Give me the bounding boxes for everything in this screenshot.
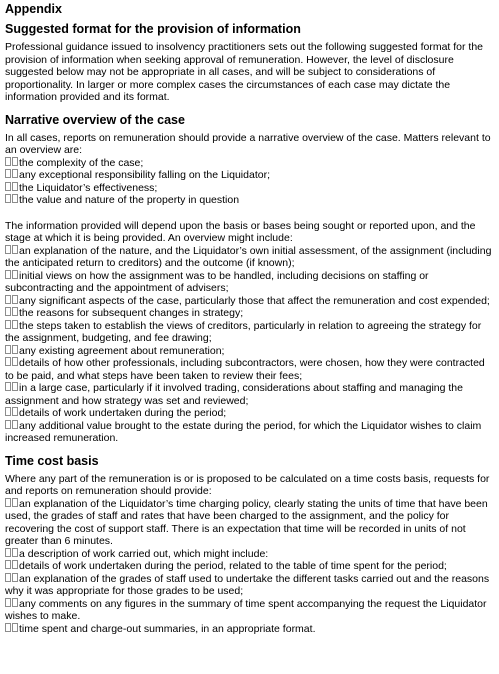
list-item: any significant aspects of the case, particularly those that affect the remuneration and cost expended; bbox=[5, 295, 493, 308]
list-item: any additional value brought to the estate during the period, for which the Liquidator wishes to claim increased remuneration. bbox=[5, 419, 482, 444]
bullet-box-icon bbox=[5, 420, 11, 429]
list-item: any existing agreement about remuneration; bbox=[5, 345, 493, 358]
bullet-box-icon bbox=[12, 194, 18, 203]
bullet-box-icon bbox=[12, 295, 18, 304]
bullet-box-icon bbox=[12, 169, 18, 178]
bullet-box-icon bbox=[12, 270, 18, 279]
list-item: initial views on how the assignment was to be handled, including decisions on staffing or subcontracting and the appointment of advisers; bbox=[5, 269, 429, 294]
bullet-list-overview-matters bbox=[5, 157, 493, 207]
list-item: the value and nature of the property in question bbox=[5, 194, 493, 207]
bullet-box-icon bbox=[5, 382, 11, 391]
bullet-box-icon bbox=[5, 623, 11, 632]
paragraph-overview-might-include: The information provided will depend upon the basis or bases being sought or reported upon, and the stage at which it is being provided. An overview might include: bbox=[5, 219, 476, 244]
list-item: details of work undertaken during the period; bbox=[5, 407, 493, 420]
list-item: the steps taken to establish the views of creditors, particularly in relation to agreeing the strategy for the assignment, budgeting, and fee drawing; bbox=[5, 319, 482, 344]
bullet-box-icon bbox=[12, 245, 18, 254]
list-item: in a large case, particularly if it involved trading, considerations about staffing and managing the assignment and how strategy was set and reviewed; bbox=[5, 382, 463, 407]
bullet-box-icon bbox=[5, 548, 11, 557]
bullet-box-icon bbox=[5, 357, 11, 366]
bullet-box-icon bbox=[12, 560, 18, 569]
bullet-box-icon bbox=[5, 295, 11, 304]
bullet-box-icon bbox=[5, 307, 11, 316]
document-page bbox=[5, 2, 493, 635]
bullet-box-icon bbox=[5, 345, 11, 354]
list-item: a description of work carried out, which might include: bbox=[5, 548, 493, 561]
list-item: an explanation of the Liquidator’s time charging policy, clearly stating the units of time that have been used, the grades of staff and rates that have been charged to the assignment, and the policy for recovering the cost of support staff. There is an expectation that time will be recorded in units of not greater than 6 minutes. bbox=[5, 497, 488, 547]
bullet-list-overview-contents bbox=[5, 245, 493, 445]
bullet-box-icon bbox=[5, 573, 11, 582]
list-item: the reasons for subsequent changes in strategy; bbox=[5, 307, 493, 320]
list-item: any comments on any figures in the summary of time spent accompanying the request the Liquidator wishes to make. bbox=[5, 597, 487, 622]
section-heading-suggested-format: Suggested format for the provision of information bbox=[5, 22, 301, 36]
paragraph-narrative-intro: In all cases, reports on remuneration should provide a narrative overview of the case. Matters relevant to an overview are: bbox=[5, 131, 491, 156]
bullet-box-icon bbox=[5, 169, 11, 178]
bullet-box-icon bbox=[12, 357, 18, 366]
bullet-box-icon bbox=[5, 157, 11, 166]
bullet-box-icon bbox=[12, 182, 18, 191]
bullet-box-icon bbox=[12, 498, 18, 507]
list-item: the Liquidator’s effectiveness; bbox=[5, 182, 493, 195]
bullet-box-icon bbox=[5, 270, 11, 279]
bullet-box-icon bbox=[12, 420, 18, 429]
list-item: an explanation of the grades of staff used to undertake the different tasks carried out and the reasons why it was appropriate for those grades to be used; bbox=[5, 572, 490, 597]
bullet-box-icon bbox=[5, 560, 11, 569]
list-item: the complexity of the case; bbox=[5, 157, 493, 170]
list-item: time spent and charge-out summaries, in an appropriate format. bbox=[5, 623, 493, 636]
list-item: any exceptional responsibility falling on the Liquidator; bbox=[5, 169, 493, 182]
list-item: an explanation of the nature, and the Liquidator’s own initial assessment, of the assignment (including the anticipated return to creditors) and the outcome (if known); bbox=[5, 244, 492, 269]
section-heading-time-cost-basis: Time cost basis bbox=[5, 453, 99, 468]
bullet-box-icon bbox=[12, 307, 18, 316]
appendix-title: Appendix bbox=[5, 2, 62, 16]
bullet-box-icon bbox=[12, 407, 18, 416]
bullet-box-icon bbox=[12, 345, 18, 354]
list-item: details of how other professionals, including subcontractors, were chosen, how they were contracted to be paid, and what steps have been taken to review their fees; bbox=[5, 357, 485, 382]
paragraph-professional-guidance: Professional guidance issued to insolvency practitioners sets out the following suggested format for the provision of information when seeking approval of remuneration. However, the level of disclosure suggested below may not be appropriate in all cases, and will be subject to considerations of proportionality. In larger or more complex cases the circumstances of each case may dictate the information provided and its format. bbox=[5, 41, 484, 103]
bullet-box-icon bbox=[5, 320, 11, 329]
bullet-box-icon bbox=[12, 382, 18, 391]
bullet-box-icon bbox=[5, 407, 11, 416]
paragraph-time-cost-intro: Where any part of the remuneration is or is proposed to be calculated on a time costs basis, requests for and reports on remuneration should provide: bbox=[5, 472, 490, 497]
bullet-box-icon bbox=[12, 623, 18, 632]
list-item: details of work undertaken during the period, related to the table of time spent for the period; bbox=[5, 560, 493, 573]
bullet-box-icon bbox=[5, 182, 11, 191]
bullet-list-time-cost bbox=[5, 498, 493, 636]
bullet-box-icon bbox=[5, 194, 11, 203]
bullet-box-icon bbox=[5, 498, 11, 507]
bullet-box-icon bbox=[12, 320, 18, 329]
bullet-box-icon bbox=[5, 245, 11, 254]
bullet-box-icon bbox=[5, 598, 11, 607]
bullet-box-icon bbox=[12, 598, 18, 607]
bullet-box-icon bbox=[12, 573, 18, 582]
bullet-box-icon bbox=[12, 548, 18, 557]
section-heading-narrative-overview: Narrative overview of the case bbox=[5, 112, 185, 127]
bullet-box-icon bbox=[12, 157, 18, 166]
